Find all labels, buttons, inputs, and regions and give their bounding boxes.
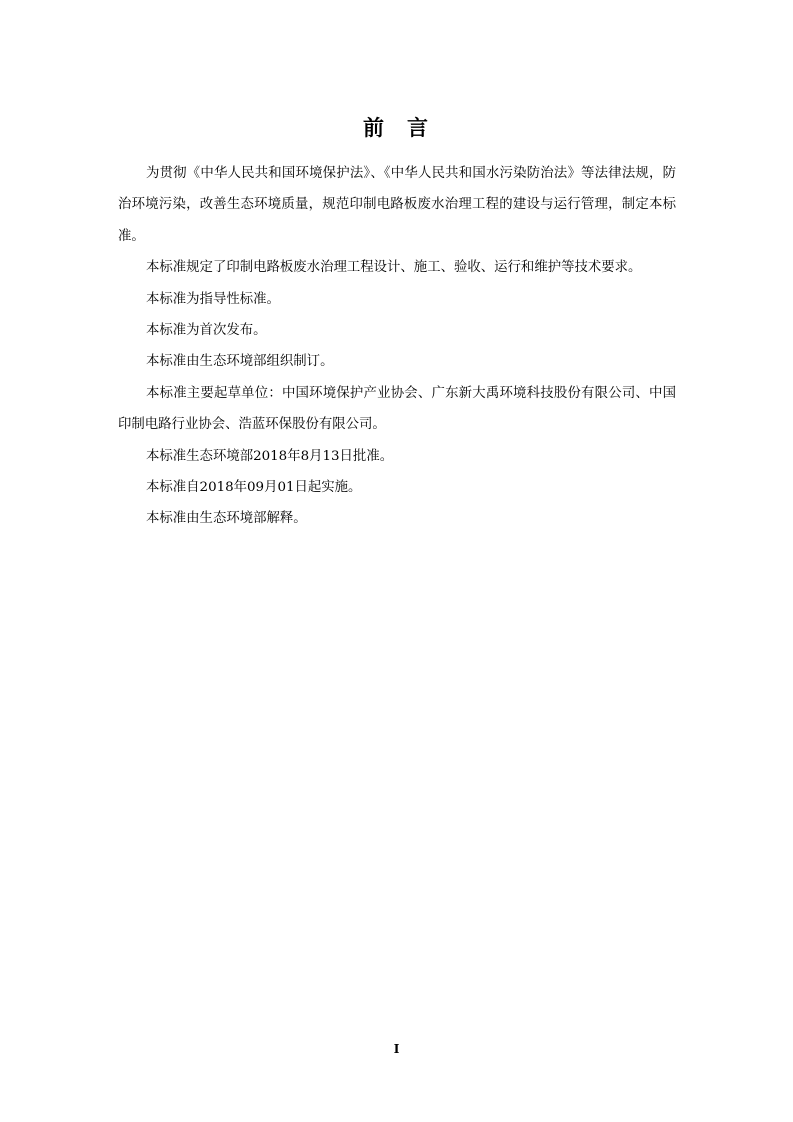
paragraph-effective-date: 本标准自2018年09月01日起实施。: [146, 480, 362, 496]
page-number: I: [393, 1042, 400, 1056]
paragraph-nature: 本标准为指导性标准。: [146, 291, 280, 307]
page-title-part-1: 前: [363, 116, 386, 140]
foreword-body: [118, 158, 676, 535]
paragraph-purpose: 为贯彻《中华人民共和国环境保护法》、《中华人民共和国水污染防治法》等法律法规，防治环境污染，改善生态环境质量，规范印制电路板废水治理工程的建设与运行管理，制定本标准。: [118, 166, 676, 244]
page-title-part-2: 言: [407, 116, 430, 140]
paragraph-approval-date: 本标准生态环境部2018年8月13日批准。: [146, 448, 394, 464]
paragraph-scope: 本标准规定了印制电路板废水治理工程设计、施工、验收、运行和维护等技术要求。: [146, 260, 642, 276]
paragraph-organizer: 本标准由生态环境部组织制订。: [146, 354, 334, 370]
page-title: [0, 112, 793, 144]
paragraph-first-release: 本标准为首次发布。: [146, 323, 267, 339]
paragraph-interpretation: 本标准由生态环境部解释。: [146, 511, 307, 527]
paragraph-drafting-units: 本标准主要起草单位：中国环境保护产业协会、广东新大禹环境科技股份有限公司、中国印制电路行业协会、浩蓝环保股份有限公司。: [118, 385, 676, 433]
